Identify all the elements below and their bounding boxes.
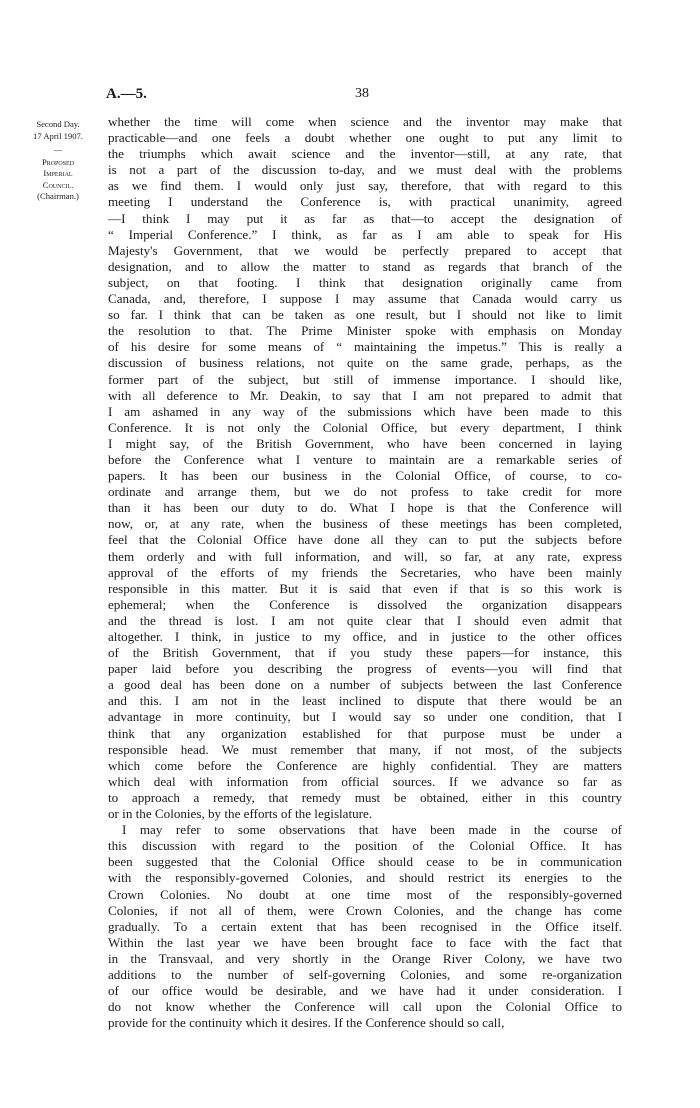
- text-line: of his desire for some means of “ maintaining the impetus.” This is really a: [108, 339, 622, 355]
- text-line: than it has been our duty to do. What I hope is that the Conference will: [108, 500, 622, 516]
- text-line: before the Conference what I venture to maintain are a remarkable series of: [108, 451, 622, 467]
- text-line: think that any organization established for that purpose must be under a: [108, 725, 622, 741]
- text-line: with the responsibly-governed Colonies, and should restrict its energies to the: [108, 870, 622, 886]
- page-number: 38: [355, 86, 369, 101]
- text-line: —I think I may put it as far as that—to accept the designation of: [108, 210, 622, 226]
- margin-topic-line: Council.: [42, 179, 74, 190]
- text-line: approval of the efforts of my friends the Secretaries, who have been mainly: [108, 564, 622, 580]
- text-line: Crown Colonies. No doubt at one time most of the responsibly-governed: [108, 886, 622, 902]
- text-line: now, or, at any rate, when the business of these meetings has been completed,: [108, 516, 622, 532]
- text-line: a good deal has been done on a number of subjects between the last Conference: [108, 677, 622, 693]
- text-line: ephemeral; when the Conference is dissolved the organization disappears: [108, 596, 622, 612]
- text-line: designation, and to allow the matter to stand as regards that branch of the: [108, 258, 622, 274]
- text-line: subject, on that footing. I think that designation originally came from: [108, 274, 622, 290]
- text-line: additions to the number of self-governing Colonies, and some re-organization: [108, 966, 622, 982]
- margin-day: Second Day.: [36, 119, 80, 129]
- text-line: to approach a remedy, that remedy must be obtained, either in this country: [108, 789, 622, 805]
- text-line: I may refer to some observations that have been made in the course of: [122, 822, 622, 838]
- text-line: of our office would be desirable, and we have had it under consideration. I: [108, 983, 622, 999]
- text-line: feel that the Colonial Office have done all they can to put the subjects before: [108, 532, 622, 548]
- margin-speaker: (Chairman.): [37, 191, 79, 201]
- text-line: Canada, and, therefore, I suppose I may assume that Canada would carry us: [108, 291, 622, 307]
- text-line: do not know whether the Conference will call upon the Colonial Office to: [108, 999, 622, 1015]
- text-line: Within the last year we have been brought face to face with the fact that: [108, 934, 622, 950]
- text-line: or in the Colonies, by the efforts of the legislature.: [108, 806, 373, 822]
- text-line: this discussion with regard to the position of the Colonial Office. It has: [108, 838, 622, 854]
- text-line: “ Imperial Conference.” I think, as far as I am able to speak for His: [108, 226, 622, 242]
- text-line: Conference. It is not only the Colonial Office, but every department, I think: [108, 419, 622, 435]
- text-line: which come before the Conference are highly confidential. They are matters: [108, 757, 622, 773]
- margin-date: 17 April 1907.: [33, 130, 83, 141]
- text-line: paper laid before you describing the progress of events—you will find that: [108, 661, 622, 677]
- margin-dash: —: [53, 144, 63, 154]
- text-line: practicable—and one feels a doubt whether one ought to put any limit to: [108, 130, 622, 146]
- page-header: [0, 86, 700, 106]
- text-line: gradually. To a certain extent that has been recognised in the Office itself.: [108, 918, 622, 934]
- text-line: discussion of business relations, not quite on the same grade, perhaps, as the: [108, 355, 622, 371]
- text-line: with all deference to Mr. Deakin, to say that I am not prepared to admit that: [108, 387, 622, 403]
- margin-notes: [16, 119, 100, 203]
- text-line: whether the time will come when science and the inventor may make that: [108, 114, 622, 129]
- text-line: advantage in more continuity, but I would say so under one condition, that I: [108, 709, 622, 725]
- text-line: of the British Government, that if you study these papers—for instance, this: [108, 645, 622, 661]
- margin-topic-line: Proposed: [41, 156, 75, 167]
- text-line: is not a part of the discussion to-day, and we must deal with the problems: [108, 162, 622, 178]
- text-line: I might say, of the British Government, who have been concerned in laying: [108, 435, 622, 451]
- margin-topic-line: Imperial: [43, 168, 73, 178]
- text-line: provide for the continuity which it desires. If the Conference should so call,: [108, 1015, 505, 1031]
- text-line: Colonies, if not all of them, were Crown Colonies, and the change has come: [108, 902, 622, 918]
- text-line: responsible in this matter. But it is said that even if that is so this work is: [108, 580, 622, 596]
- text-line: the resolution to that. The Prime Minister spoke with emphasis on Monday: [108, 323, 622, 339]
- text-line: Majesty's Government, that we would be perfectly prepared to accept that: [108, 242, 622, 258]
- text-line: I am ashamed in any way of the submissions which have been made to this: [108, 403, 622, 419]
- document-reference: A.—5.: [106, 86, 147, 102]
- text-line: meeting I understand the Conference is, with practical unanimity, agreed: [108, 194, 622, 210]
- text-line: papers. It has been our business in the Colonial Office, of course, to co-: [108, 468, 622, 484]
- text-line: responsible head. We must remember that many, if not most, of the subjects: [108, 741, 622, 757]
- text-line: and this. I am not in the least inclined to dispute that there would be an: [108, 693, 622, 709]
- text-line: altogether. I think, in justice to my office, and in justice to the other offices: [108, 629, 622, 644]
- text-line: them orderly and with full information, and will, so far, at any rate, express: [108, 548, 622, 564]
- text-line: as we find them. I would only just say, therefore, that with regard to this: [108, 178, 622, 194]
- text-line: and the thread is lost. I am not quite clear that I should even admit that: [108, 612, 622, 628]
- text-line: the triumphs which await science and the inventor—still, at any rate, that: [108, 146, 622, 162]
- text-line: been suggested that the Colonial Office should cease to be in communication: [108, 854, 622, 870]
- text-line: former part of the subject, but still of immense importance. I should like,: [108, 371, 622, 387]
- text-line: which deal with information from official sources. If we advance so far as: [108, 773, 622, 789]
- text-line: ordinate and arrange them, but we do not profess to take credit for more: [108, 484, 622, 500]
- body-text: [108, 114, 622, 1031]
- text-line: so far. I think that can be taken as one result, but I should not like to limit: [108, 307, 622, 323]
- text-line: in the Transvaal, and very shortly in the Orange River Colony, we have two: [108, 950, 622, 966]
